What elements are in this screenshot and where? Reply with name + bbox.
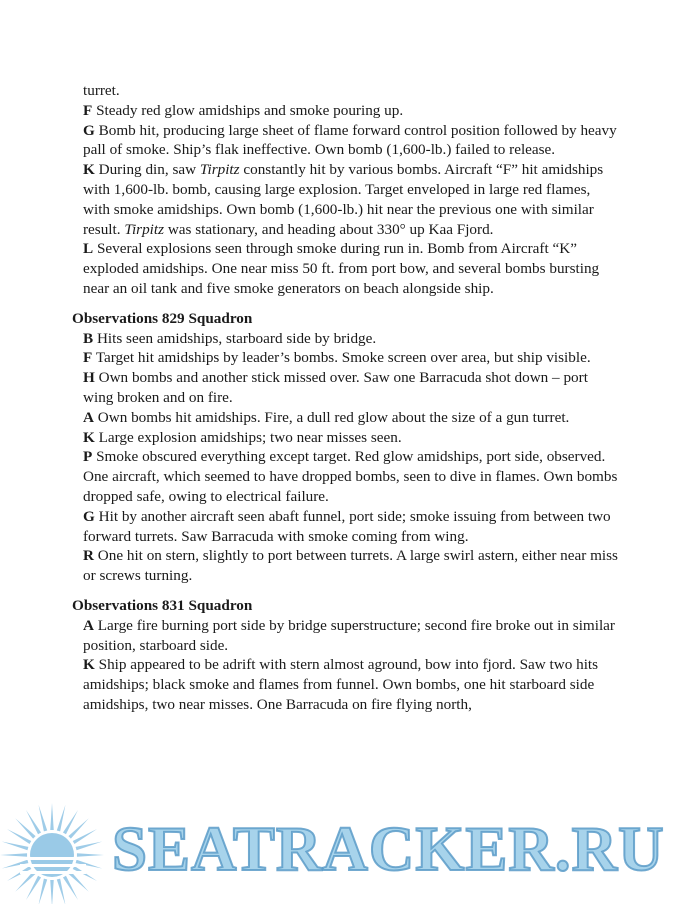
observation-text: Hit by another aircraft seen abaft funnel, port side; smoke issuing from between two forward turrets. Saw Barracuda with smoke coming from wing. [83,507,611,545]
observation-entry [72,447,620,506]
ship-name: Tirpitz [199,161,240,179]
observation-entry [72,368,620,408]
observation-text: Bomb hit, producing large sheet of flame forward control position followed by heavy pall of smoke. Ship’s flak ineffective. Own bomb (1,600-lb.) failed to release. [83,121,617,159]
aircraft-code: G [83,121,95,139]
observation-entry [72,408,620,428]
section-heading-829: Observations 829 Squadron [72,309,253,327]
sun-ray [76,842,103,851]
watermark-text: SEATRACKER.RU [112,814,665,884]
aircraft-code: F [83,349,93,367]
sun-ray [39,879,48,904]
section-heading-831: Observations 831 Squadron [72,596,253,614]
aircraft-code: G [83,507,95,525]
observation-entry [72,655,620,714]
aircraft-code: B [83,329,94,347]
observations-831-list [72,616,620,715]
observation-entry [72,81,620,101]
watermark [0,795,678,904]
observation-text: turret. [83,82,120,99]
sun-ray [77,853,104,856]
sun-ray [50,803,53,830]
observation-entry [72,546,620,586]
aircraft-code: P [83,448,93,466]
observation-entry [72,507,620,547]
ship-name: Tirpitz [124,220,165,238]
observation-entry [72,101,620,121]
aircraft-code: A [83,616,94,634]
observation-entry [72,160,620,239]
observations-829-list [72,329,620,586]
sun-ray [50,880,53,904]
sun-ray [57,805,66,832]
observation-text: One hit on stern, slightly to port between turrets. A large swirl astern, either near miss or screws turning. [83,547,618,585]
observation-entry [72,329,620,349]
observation-entry [72,121,620,161]
observation-entry [72,239,620,298]
sun-ray [39,805,48,832]
observation-entry [72,616,620,656]
observations-block-continued [72,81,620,299]
observation-text: was stationary, and heading about 330° up Kaa Fjord. [164,220,494,238]
observation-text: Several explosions seen through smoke during run in. Bomb from Aircraft “K” exploded amidships. One near miss 50 ft. from port bow, and several bombs bursting near an oil tank and five smoke generators on beach alongside ship. [83,240,600,297]
observation-entry [72,428,620,448]
observation-text: Hits seen amidships, starboard side by bridge. [96,329,377,347]
observation-text: constantly hit by various bombs. Aircraft “F” hit amidships with 1,600-lb. bomb, causing large explosion. Target enveloped in large red flames, with smoke amidships. Own bomb (1,600-lb.) hit near the previous one with similar result. [83,161,604,238]
observation-text: Large explosion amidships; two near misses seen. [98,428,402,446]
observation-text: Target hit amidships by leader’s bombs. Smoke screen over area, but ship visible. [95,349,591,367]
sun-ray [0,853,27,856]
observation-text: Own bombs hit amidships. Fire, a dull red glow about the size of a gun turret. [97,408,570,426]
aircraft-code: H [83,369,95,387]
aircraft-code: K [83,161,95,179]
sun-ray [57,879,66,904]
observation-entry [72,348,620,368]
document-body [72,81,620,715]
observation-text: Steady red glow amidships and smoke pouring up. [96,101,404,119]
aircraft-code: A [83,408,94,426]
observation-text: Smoke obscured everything except target. Red glow amidships, port side, observed. One aircraft, which seemed to have dropped bombs, seen to dive in flames. Own bombs dropped safe, owing to electrical failure. [83,448,618,505]
observation-text: Ship appeared to be adrift with stern almost aground, bow into fjord. Saw two hits amidships; black smoke and flames from funnel. Own bombs, one hit starboard side amidships, two near misses. One Barracuda on fire flying north, [83,656,599,713]
observation-text: Large fire burning port side by bridge superstructure; second fire broke out in similar position, starboard side. [83,616,615,654]
aircraft-code: R [83,547,94,565]
sun-logo-icon [0,795,110,904]
aircraft-code: K [83,428,95,446]
observation-text: During din, saw [98,161,200,179]
observation-text: Own bombs and another stick missed over. Saw one Barracuda shot down – port wing broken and on fire. [83,369,588,406]
aircraft-code: K [83,656,95,674]
sun-ray [2,842,29,851]
aircraft-code: L [83,240,94,258]
aircraft-code: F [83,101,93,119]
